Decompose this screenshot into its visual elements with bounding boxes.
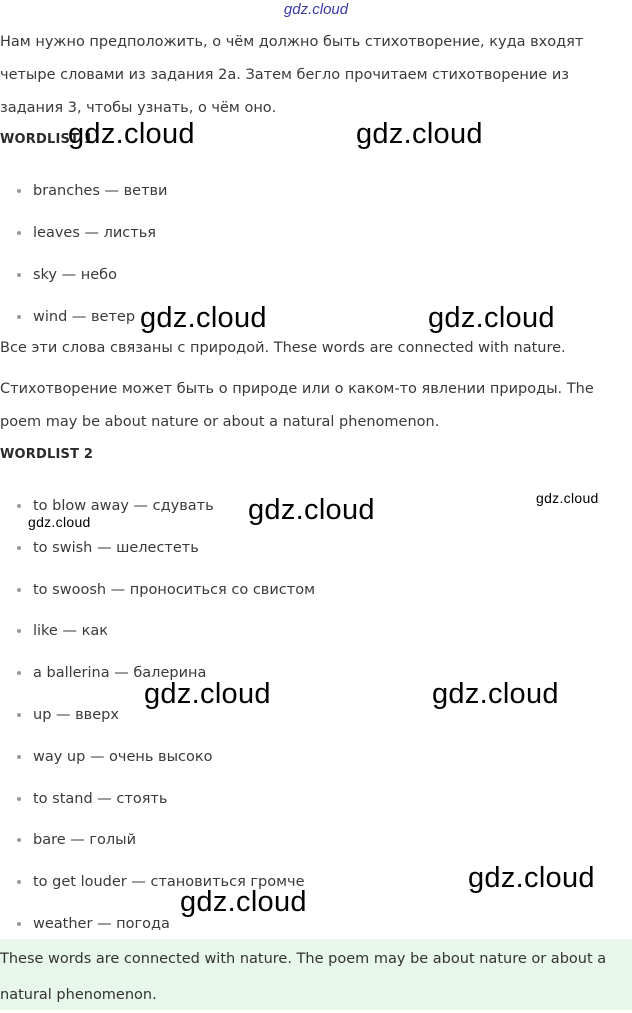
list-item: leaves — листья [0, 222, 156, 244]
list-item: bare — голый [0, 829, 136, 851]
intro-paragraph: Нам нужно предположить, о чём должно быть стихотворение, куда входят четыре словами из задания 2a. Затем бегло прочитаем стихотворение из задания 3, чтобы узнать, о чём оно. [0, 34, 584, 116]
bullet-icon [17, 755, 21, 759]
watermark: gdz.cloud [356, 118, 483, 150]
bullet-icon [17, 838, 21, 842]
bullet-icon [17, 588, 21, 592]
top-watermark: gdz.cloud [283, 1, 349, 18]
watermark: gdz.cloud [428, 302, 555, 334]
bullet-icon [17, 922, 21, 926]
bullet-icon [17, 189, 21, 193]
summary-paragraph-2: Стихотворение может быть о природе или о каком-то явлении природы. The poem may be about nature or about a natural phenomenon. [0, 381, 594, 430]
wordlist-2-heading: WORDLIST 2 [0, 447, 94, 462]
wordlist-1-heading: WORDLIST 1 [0, 132, 94, 147]
list-item: way up — очень высоко [0, 746, 213, 768]
watermark: gdz.cloud [248, 494, 375, 526]
watermark: gdz.cloud [68, 118, 195, 150]
list-item: to stand — стоять [0, 788, 167, 810]
bullet-icon [17, 797, 21, 801]
bullet-icon [17, 713, 21, 717]
answer-text: These words are connected with nature. The poem may be about nature or about a natural phenomenon. [0, 951, 607, 1003]
list-item: to blow away — сдувать [0, 495, 214, 517]
bullet-icon [17, 546, 21, 550]
bullet-icon [17, 671, 21, 675]
list-item: branches — ветви [0, 180, 167, 202]
answer-box [0, 939, 632, 1010]
watermark: gdz.cloud [432, 678, 559, 710]
list-item: sky — небо [0, 264, 117, 286]
bullet-icon [17, 315, 21, 319]
watermark: gdz.cloud [468, 862, 595, 894]
watermark: gdz.cloud [536, 490, 599, 506]
bullet-icon [17, 231, 21, 235]
watermark: gdz.cloud [144, 678, 271, 710]
list-item: like — как [0, 620, 108, 642]
list-item: a ballerina — балерина [0, 662, 206, 684]
list-item: to swoosh — проноситься со свистом [0, 579, 315, 601]
bullet-icon [17, 629, 21, 633]
list-item: wind — ветер [0, 306, 135, 328]
list-item: to get louder — становиться громче [0, 871, 305, 893]
bullet-icon [17, 504, 21, 508]
bullet-icon [17, 880, 21, 884]
list-item: weather — погода [0, 913, 170, 935]
bullet-icon [17, 273, 21, 277]
list-item: to swish — шелестеть [0, 537, 199, 559]
watermark: gdz.cloud [180, 886, 307, 918]
list-item: up — вверх [0, 704, 119, 726]
watermark: gdz.cloud [140, 302, 267, 334]
summary-paragraph-1: Все эти слова связаны с природой. These words are connected with nature. [0, 340, 566, 356]
watermark: gdz.cloud [28, 514, 91, 530]
